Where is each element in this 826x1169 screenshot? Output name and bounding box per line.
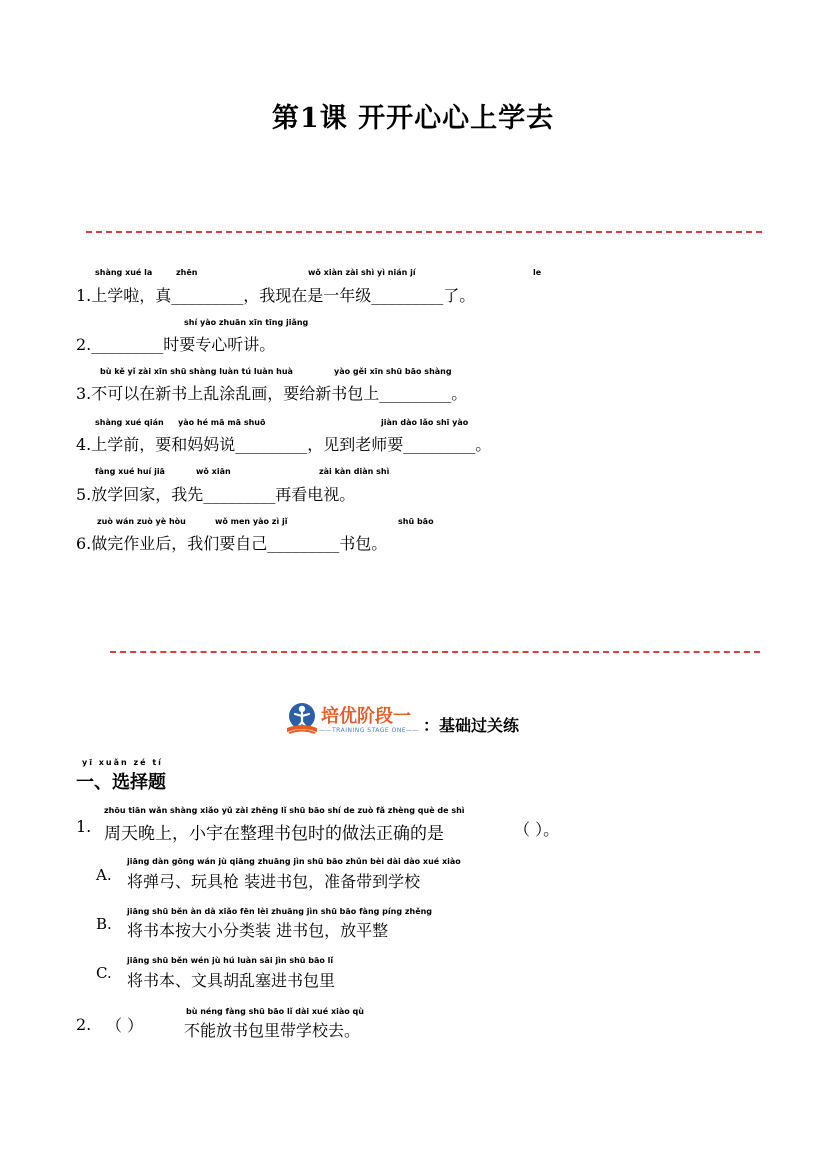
pinyin: jiàn dào lǎo shī yào	[381, 418, 469, 427]
section-title: 一、选择题	[76, 772, 166, 793]
fill-blank-item: 1.上学啦，真_________，我现在是一年级_________了。	[76, 286, 476, 305]
question-number: 1.	[76, 817, 92, 836]
pinyin: wǒ xiān	[196, 467, 231, 476]
option-letter: A.	[96, 866, 112, 884]
pinyin: zuò wán zuò yè hòu	[97, 517, 186, 526]
pinyin: le	[533, 268, 542, 277]
pinyin: wǒ men yào zì jǐ	[215, 517, 288, 526]
pinyin: yī xuǎn zé tí	[82, 758, 163, 767]
fill-blank-item: 5.放学回家，我先_________再看电视。	[76, 485, 356, 504]
question-text: 不能放书包里带学校去。	[184, 1021, 361, 1040]
pinyin: jiāng dàn gōng wán jù qiāng zhuāng jìn shū bāo zhǔn bèi dài dào xué xiào	[127, 857, 461, 866]
pinyin: wǒ xiàn zài shì yì nián jí	[308, 268, 416, 277]
pinyin: bù néng fàng shū bāo lǐ dài xué xiào qù	[186, 1007, 364, 1016]
page-title: 第1课 开开心心上学去	[271, 103, 555, 134]
divider-middle	[110, 651, 760, 653]
pinyin: yào hé mā mā shuō	[178, 418, 266, 427]
pinyin: shū bāo	[398, 517, 434, 526]
banner-subtitle: ——TRAINING STAGE ONE——	[319, 727, 420, 734]
pinyin: yào gěi xīn shū bāo shàng	[334, 367, 452, 376]
divider-top	[86, 231, 762, 233]
banner-title: 培优阶段一	[321, 706, 411, 727]
option-a[interactable]: 将弹弓、玩具枪 装进书包，准备带到学校	[127, 872, 421, 891]
fill-blank-item: 3.不可以在新书上乱涂乱画，要给新书包上_________。	[76, 384, 468, 403]
option-b[interactable]: 将书本按大小分类装 进书包，放平整	[127, 921, 389, 940]
pinyin: jiāng shū běn wén jù hú luàn sāi jìn shū bāo lǐ	[127, 956, 334, 965]
answer-blank: （ ）	[106, 1016, 144, 1035]
pinyin: shàng xué la	[95, 268, 153, 277]
stage-banner	[285, 700, 555, 744]
question-number: 2.	[76, 1015, 92, 1034]
fill-blank-item: 6.做完作业后，我们要自己_________书包。	[76, 534, 388, 553]
pinyin: zhōu tiān wǎn shàng xiǎo yǔ zài zhěng lǐ shū bāo shí de zuò fǎ zhèng què de shì	[104, 806, 465, 815]
pinyin: zài kàn diàn shì	[319, 467, 390, 476]
option-letter: B.	[96, 915, 112, 933]
fill-blank-item: 4.上学前，要和妈妈说_________，见到老师要_________。	[76, 435, 492, 454]
option-letter: C.	[96, 964, 112, 982]
banner-suffix: ：基础过关练	[423, 716, 520, 735]
student-reading-icon	[285, 702, 319, 738]
answer-blank: （ ）。	[514, 820, 560, 839]
pinyin: shí yào zhuān xīn tīng jiǎng	[184, 318, 309, 327]
question-text: 周天晚上，小宇在整理书包时的做法正确的是	[104, 824, 444, 844]
pinyin: shàng xué qián	[95, 418, 164, 427]
pinyin: zhēn	[176, 268, 198, 277]
pinyin: bù kě yǐ zài xīn shū shàng luàn tú luàn huà	[100, 367, 293, 376]
pinyin: fàng xué huí jiā	[95, 467, 165, 476]
pinyin: jiāng shū běn àn dà xiǎo fēn lèi zhuāng jìn shū bāo fàng píng zhěng	[127, 907, 433, 916]
option-c[interactable]: 将书本、文具胡乱塞进书包里	[127, 971, 336, 990]
fill-blank-item: 2._________时要专心听讲。	[76, 335, 276, 354]
